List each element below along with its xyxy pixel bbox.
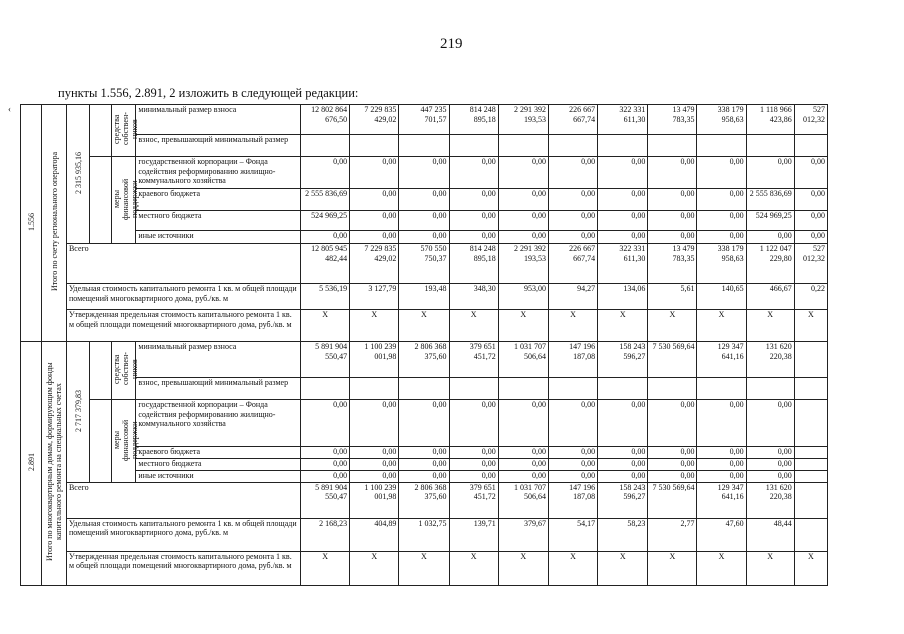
- block2-fund-cell: 0,00: [697, 400, 746, 447]
- block2-unit_cost-cell: 1 032,75: [399, 518, 449, 551]
- block1-other-cell: 0,00: [697, 231, 746, 244]
- block1-other-cell: 0,00: [301, 231, 350, 244]
- block1-regional-cell: 0,00: [548, 189, 597, 211]
- block1-unit_cost-cell: 193,48: [399, 284, 449, 310]
- block2-row-unit_cost: [21, 518, 828, 551]
- block1-total_row-cell: 338 179 958,63: [697, 244, 746, 284]
- block1-local-cell: 0,00: [548, 211, 597, 231]
- block1-min_fee-cell: 1 118 966 423,86: [746, 105, 794, 135]
- block1-row-min_fee: [21, 105, 828, 135]
- block1-limit-label: Утвержденная предельная стоимость капитального ремонта 1 кв. м общей площади помещений многоквартирного дома, руб./кв. м: [66, 310, 300, 342]
- block2-over-cell: [449, 378, 498, 400]
- block1-total_row-cell: 1 122 047 229,80: [746, 244, 794, 284]
- block1-regional-cell: 0,00: [449, 189, 498, 211]
- block2-row-over: [21, 378, 828, 400]
- block2-row-min_fee: [21, 342, 828, 378]
- block2-local-cell: 0,00: [598, 458, 648, 470]
- block2-total_row-cell: 147 196 187,08: [548, 482, 597, 518]
- block1-fund-cell: 0,00: [350, 157, 399, 189]
- block2-min_fee-cell: 131 620 220,38: [746, 342, 794, 378]
- block1-unit_cost-cell: 0,22: [794, 284, 827, 310]
- block1-total-sum: [66, 105, 90, 244]
- block2-fund-cell: 0,00: [350, 400, 399, 447]
- block1-fund-cell: 0,00: [648, 157, 697, 189]
- block1-local-cell: 524 969,25: [301, 211, 350, 231]
- block1-over-cell: [350, 135, 399, 157]
- block2-other-cell: 0,00: [498, 470, 548, 482]
- block1-fin-support-label-text: меры финансовой поддержки: [111, 178, 139, 220]
- block2-total_row-cell: 131 620 220,38: [746, 482, 794, 518]
- block2-unit_cost-cell: 54,17: [548, 518, 597, 551]
- block1-title: [42, 105, 67, 342]
- block2-other-cell: 0,00: [697, 470, 746, 482]
- block2-unit_cost-cell: 2 168,23: [301, 518, 350, 551]
- block1-local-cell: 524 969,25: [746, 211, 794, 231]
- block2-over-cell: [794, 378, 827, 400]
- block2-other-cell: 0,00: [746, 470, 794, 482]
- block2-regional-cell: 0,00: [648, 446, 697, 458]
- block1-limit-cell: X: [399, 310, 449, 342]
- block2-own-funds-label-text: средства собствен-ников: [111, 352, 139, 386]
- block2-limit-cell: X: [598, 551, 648, 585]
- block1-total_row-cell: 12 805 945 482,44: [301, 244, 350, 284]
- block2-min_fee-cell: 158 243 596,27: [598, 342, 648, 378]
- block2-limit-cell: X: [648, 551, 697, 585]
- block2-limit-cell: X: [301, 551, 350, 585]
- block2-total_row-cell: 5 891 904 550,47: [301, 482, 350, 518]
- block2-own-funds-label: [111, 342, 139, 400]
- block2-unit_cost-cell: 139,71: [449, 518, 498, 551]
- block1-total-sum-text: 2 315 935,16: [73, 151, 83, 194]
- block2-min_fee-cell: 379 651 451,72: [449, 342, 498, 378]
- block2-limit-cell: X: [399, 551, 449, 585]
- block2-local-cell: [794, 458, 827, 470]
- block1-id-text: 1.556: [26, 212, 36, 231]
- block1-limit-cell: X: [648, 310, 697, 342]
- block2-regional-cell: 0,00: [449, 446, 498, 458]
- block1-total_row-cell: 7 229 835 429,02: [350, 244, 399, 284]
- block1-unit_cost-cell: 348,30: [449, 284, 498, 310]
- block2-over-label: взнос, превышающий минимальный размер: [136, 378, 301, 400]
- block1-regional-cell: 0,00: [648, 189, 697, 211]
- block1-fund-cell: 0,00: [498, 157, 548, 189]
- block2-title: [42, 342, 67, 586]
- block2-other-cell: 0,00: [648, 470, 697, 482]
- block1-empty-col: [90, 105, 111, 157]
- block2-row-other: [21, 470, 828, 482]
- block2-limit-cell: X: [548, 551, 597, 585]
- block1-regional-cell: 0,00: [399, 189, 449, 211]
- amendment-intro: пункты 1.556, 2.891, 2 изложить в следующей редакции:: [58, 86, 359, 100]
- block1-row-other: [21, 231, 828, 244]
- block2-regional-cell: [794, 446, 827, 458]
- block2-over-cell: [548, 378, 597, 400]
- block1-row-regional: [21, 189, 828, 211]
- block1-fund-cell: 0,00: [794, 157, 827, 189]
- block1-over-cell: [498, 135, 548, 157]
- block2-fund-cell: 0,00: [498, 400, 548, 447]
- block1-total-label: Всего: [66, 244, 300, 284]
- block1-unit_cost-cell: 3 127,79: [350, 284, 399, 310]
- block2-row-total_row: [21, 482, 828, 518]
- block2-fund-cell: [794, 400, 827, 447]
- block1-fund-cell: 0,00: [449, 157, 498, 189]
- block1-other-cell: 0,00: [350, 231, 399, 244]
- page-number: 219: [440, 36, 463, 52]
- block1-empty-col2: [90, 157, 111, 244]
- block1-min_fee-cell: 226 667 667,74: [548, 105, 597, 135]
- block2-regional-cell: 0,00: [498, 446, 548, 458]
- block2-total_row-cell: 2 806 368 375,60: [399, 482, 449, 518]
- block2-unit_cost-cell: 47,60: [697, 518, 746, 551]
- block2-local-cell: 0,00: [697, 458, 746, 470]
- block2-regional-cell: 0,00: [598, 446, 648, 458]
- block2-fund-label: государственной корпорации – Фонда содействия реформированию жилищно-коммунального хозяйства: [136, 400, 301, 447]
- block1-total_row-cell: 527 012,32: [794, 244, 827, 284]
- block2-fund-cell: 0,00: [598, 400, 648, 447]
- block1-local-cell: 0,00: [498, 211, 548, 231]
- block1-fund-cell: 0,00: [548, 157, 597, 189]
- block1-other-cell: 0,00: [648, 231, 697, 244]
- block1-over-cell: [746, 135, 794, 157]
- block2-over-cell: [301, 378, 350, 400]
- block2-total_row-cell: 158 243 596,27: [598, 482, 648, 518]
- block1-limit-cell: X: [548, 310, 597, 342]
- block2-local-label: местного бюджета: [136, 458, 301, 470]
- block2-regional-cell: 0,00: [399, 446, 449, 458]
- block2-limit-cell: X: [350, 551, 399, 585]
- block1-regional-label: краевого бюджета: [136, 189, 301, 211]
- block2-row-local: [21, 458, 828, 470]
- block1-unit_cost-cell: 134,06: [598, 284, 648, 310]
- block1-regional-cell: 0,00: [498, 189, 548, 211]
- block1-local-cell: 0,00: [399, 211, 449, 231]
- block1-row-local: [21, 211, 828, 231]
- block1-limit-cell: X: [746, 310, 794, 342]
- block1-local-label: местного бюджета: [136, 211, 301, 231]
- block1-unit_cost-cell: 953,00: [498, 284, 548, 310]
- block1-other-cell: 0,00: [548, 231, 597, 244]
- block2-unit_cost-cell: 404,89: [350, 518, 399, 551]
- block2-min_fee-cell: 147 196 187,08: [548, 342, 597, 378]
- block2-regional-cell: 0,00: [697, 446, 746, 458]
- block2-over-cell: [648, 378, 697, 400]
- block2-regional-cell: 0,00: [548, 446, 597, 458]
- block2-min_fee-cell: [794, 342, 827, 378]
- block1-fund-cell: 0,00: [598, 157, 648, 189]
- block1-min_fee-cell: 527 012,32: [794, 105, 827, 135]
- block1-other-cell: 0,00: [399, 231, 449, 244]
- block1-total_row-cell: 226 667 667,74: [548, 244, 597, 284]
- block2-min_fee-cell: 2 806 368 375,60: [399, 342, 449, 378]
- block2-other-cell: [794, 470, 827, 482]
- block2-fund-cell: 0,00: [548, 400, 597, 447]
- block2-min_fee-cell: 5 891 904 550,47: [301, 342, 350, 378]
- block1-total_row-cell: 570 550 750,37: [399, 244, 449, 284]
- block1-other-cell: 0,00: [794, 231, 827, 244]
- block1-unit_cost-cell: 94,27: [548, 284, 597, 310]
- block1-regional-cell: 0,00: [598, 189, 648, 211]
- block2-fund-cell: 0,00: [648, 400, 697, 447]
- block2-unit_cost-cell: [794, 518, 827, 551]
- block1-local-cell: 0,00: [794, 211, 827, 231]
- block2-other-cell: 0,00: [548, 470, 597, 482]
- block2-local-cell: 0,00: [301, 458, 350, 470]
- block2-other-cell: 0,00: [449, 470, 498, 482]
- block2-total-sum-text: 2 717 379,83: [73, 389, 83, 432]
- block1-regional-cell: 0,00: [794, 189, 827, 211]
- block1-local-cell: 0,00: [697, 211, 746, 231]
- block1-over-cell: [598, 135, 648, 157]
- block1-fund-cell: 0,00: [697, 157, 746, 189]
- block1-fund-label: государственной корпорации – Фонда содействия реформированию жилищно-коммунального хозяйства: [136, 157, 301, 189]
- block2-limit-cell: X: [498, 551, 548, 585]
- block1-limit-cell: X: [350, 310, 399, 342]
- block2-total_row-cell: 379 651 451,72: [449, 482, 498, 518]
- block1-min_fee-cell: 322 331 611,30: [598, 105, 648, 135]
- block2-fin-support-label: [111, 400, 139, 483]
- block2-over-cell: [350, 378, 399, 400]
- edge-mark: ‹: [8, 104, 11, 114]
- block1-unit_cost-cell: 466,67: [746, 284, 794, 310]
- block2-total_row-cell: 7 530 569,64: [648, 482, 697, 518]
- block2-unit_cost-label: Удельная стоимость капитального ремонта 1 кв. м общей площади помещений многоквартирного дома, руб./кв. м: [66, 518, 300, 551]
- block1-row-limit: [21, 310, 828, 342]
- block2-local-cell: 0,00: [498, 458, 548, 470]
- block1-fund-cell: 0,00: [746, 157, 794, 189]
- block2-other-cell: 0,00: [399, 470, 449, 482]
- block1-total_row-cell: 2 291 392 193,53: [498, 244, 548, 284]
- block2-fund-cell: 0,00: [746, 400, 794, 447]
- block1-min_fee-cell: 338 179 958,63: [697, 105, 746, 135]
- block2-other-cell: 0,00: [350, 470, 399, 482]
- block1-id: [21, 105, 42, 342]
- block2-local-cell: 0,00: [648, 458, 697, 470]
- block2-min_fee-cell: 129 347 641,16: [697, 342, 746, 378]
- block1-fund-cell: 0,00: [399, 157, 449, 189]
- block2-id-text: 2.891: [26, 453, 36, 471]
- block2-limit-cell: X: [746, 551, 794, 585]
- block1-over-cell: [648, 135, 697, 157]
- block1-local-cell: 0,00: [648, 211, 697, 231]
- block2-limit-cell: X: [794, 551, 827, 585]
- block1-min_fee-label: минимальный размер взноса: [136, 105, 301, 135]
- block1-other-cell: 0,00: [449, 231, 498, 244]
- block1-regional-cell: 2 555 836,69: [746, 189, 794, 211]
- block1-limit-cell: X: [794, 310, 827, 342]
- block1-unit_cost-cell: 5 536,19: [301, 284, 350, 310]
- block1-own-funds-label: [111, 105, 139, 157]
- block1-over-cell: [449, 135, 498, 157]
- block2-id: [21, 342, 42, 586]
- block2-min_fee-label: минимальный размер взноса: [136, 342, 301, 378]
- block1-other-cell: 0,00: [498, 231, 548, 244]
- block2-fund-cell: 0,00: [399, 400, 449, 447]
- block2-local-cell: 0,00: [350, 458, 399, 470]
- block2-total_row-cell: [794, 482, 827, 518]
- block2-min_fee-cell: 1 100 239 001,98: [350, 342, 399, 378]
- block2-title-text: Итого по многоквартирным домам, формирующим фонды капитального ремонта на специальных счетах: [45, 362, 64, 562]
- block2-regional-label: краевого бюджета: [136, 446, 301, 458]
- block1-row-unit_cost: [21, 284, 828, 310]
- block2-total_row-cell: 1 031 707 506,64: [498, 482, 548, 518]
- block1-regional-cell: 0,00: [350, 189, 399, 211]
- block2-over-cell: [598, 378, 648, 400]
- block1-limit-cell: X: [449, 310, 498, 342]
- block1-over-cell: [794, 135, 827, 157]
- block1-own-funds-label-text: средства собствен-ников: [111, 112, 139, 146]
- block1-limit-cell: X: [697, 310, 746, 342]
- block1-row-over: [21, 135, 828, 157]
- block1-over-cell: [301, 135, 350, 157]
- block1-over-cell: [548, 135, 597, 157]
- block2-regional-cell: 0,00: [301, 446, 350, 458]
- block1-unit_cost-cell: 140,65: [697, 284, 746, 310]
- block1-other-cell: 0,00: [746, 231, 794, 244]
- block1-min_fee-cell: 814 248 895,18: [449, 105, 498, 135]
- block1-regional-cell: 0,00: [697, 189, 746, 211]
- block1-regional-cell: 2 555 836,69: [301, 189, 350, 211]
- block1-other-label: иные источники: [136, 231, 301, 244]
- block2-limit-cell: X: [697, 551, 746, 585]
- block2-regional-cell: 0,00: [350, 446, 399, 458]
- block2-limit-cell: X: [449, 551, 498, 585]
- block2-empty-col: [90, 342, 111, 400]
- block1-limit-cell: X: [498, 310, 548, 342]
- block2-row-regional: [21, 446, 828, 458]
- block1-unit_cost-cell: 5,61: [648, 284, 697, 310]
- block2-fund-cell: 0,00: [301, 400, 350, 447]
- block2-regional-cell: 0,00: [746, 446, 794, 458]
- block2-min_fee-cell: 1 031 707 506,64: [498, 342, 548, 378]
- block1-local-cell: 0,00: [598, 211, 648, 231]
- block2-total-label: Всего: [66, 482, 300, 518]
- block1-local-cell: 0,00: [449, 211, 498, 231]
- block2-row-fund: [21, 400, 828, 447]
- block2-limit-label: Утвержденная предельная стоимость капитального ремонта 1 кв. м общей площади помещений многоквартирного дома, руб./кв. м: [66, 551, 300, 585]
- block1-over-cell: [697, 135, 746, 157]
- block1-min_fee-cell: 2 291 392 193,53: [498, 105, 548, 135]
- block1-fund-cell: 0,00: [301, 157, 350, 189]
- block1-total_row-cell: 322 331 611,30: [598, 244, 648, 284]
- block2-over-cell: [399, 378, 449, 400]
- block1-over-label: взнос, превышающий минимальный размер: [136, 135, 301, 157]
- block1-limit-cell: X: [301, 310, 350, 342]
- block1-min_fee-cell: 7 229 835 429,02: [350, 105, 399, 135]
- block2-local-cell: 0,00: [399, 458, 449, 470]
- block1-min_fee-cell: 13 479 783,35: [648, 105, 697, 135]
- block2-unit_cost-cell: 2,77: [648, 518, 697, 551]
- block2-local-cell: 0,00: [548, 458, 597, 470]
- block1-title-text: Итого по счету регионального оператора: [49, 152, 59, 292]
- block2-unit_cost-cell: 48,44: [746, 518, 794, 551]
- block1-row-fund: [21, 157, 828, 189]
- block2-over-cell: [498, 378, 548, 400]
- block2-over-cell: [697, 378, 746, 400]
- block2-other-label: иные источники: [136, 470, 301, 482]
- block2-empty-col2: [90, 400, 111, 483]
- block1-row-total_row: [21, 244, 828, 284]
- block1-local-cell: 0,00: [350, 211, 399, 231]
- block1-unit_cost-label: Удельная стоимость капитального ремонта 1 кв. м общей площади помещений многоквартирного дома, руб./кв. м: [66, 284, 300, 310]
- block2-other-cell: 0,00: [598, 470, 648, 482]
- block1-fin-support-label: [111, 157, 139, 244]
- block1-limit-cell: X: [598, 310, 648, 342]
- block2-min_fee-cell: 7 530 569,64: [648, 342, 697, 378]
- block2-total_row-cell: 1 100 239 001,98: [350, 482, 399, 518]
- capital-repair-table: [20, 104, 828, 586]
- block2-row-limit: [21, 551, 828, 585]
- block2-fin-support-label-text: меры финансовой поддержки: [111, 418, 139, 461]
- block1-min_fee-cell: 447 235 701,57: [399, 105, 449, 135]
- block2-unit_cost-cell: 379,67: [498, 518, 548, 551]
- block2-over-cell: [746, 378, 794, 400]
- block1-over-cell: [399, 135, 449, 157]
- block2-unit_cost-cell: 58,23: [598, 518, 648, 551]
- block2-local-cell: 0,00: [449, 458, 498, 470]
- block2-total-sum: [66, 342, 90, 483]
- block2-total_row-cell: 129 347 641,16: [697, 482, 746, 518]
- block2-other-cell: 0,00: [301, 470, 350, 482]
- block1-total_row-cell: 13 479 783,35: [648, 244, 697, 284]
- block1-other-cell: 0,00: [598, 231, 648, 244]
- block1-min_fee-cell: 12 802 864 676,50: [301, 105, 350, 135]
- block2-local-cell: 0,00: [746, 458, 794, 470]
- block2-fund-cell: 0,00: [449, 400, 498, 447]
- block1-total_row-cell: 814 248 895,18: [449, 244, 498, 284]
